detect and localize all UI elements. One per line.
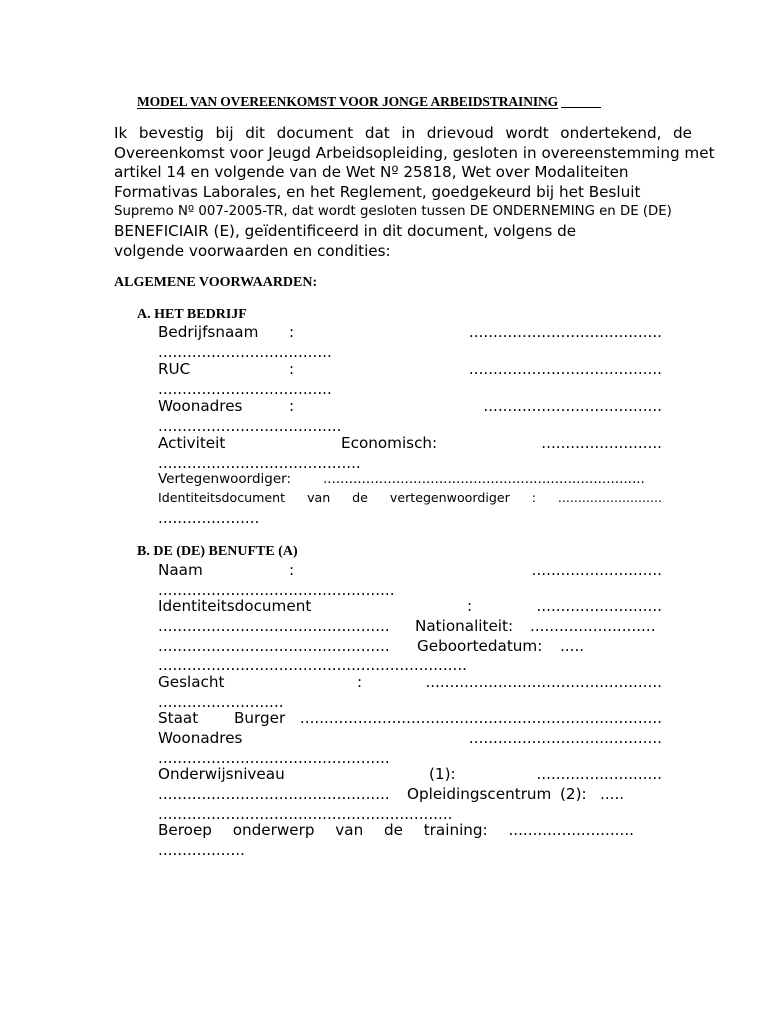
activity-dots-2[interactable]: .......................................... [158, 454, 361, 472]
education-dots-2[interactable]: ................................................ [158, 785, 390, 803]
intro-line-7: volgende voorwaarden en condities: [114, 241, 391, 260]
gender-dots[interactable]: ................................................. [425, 673, 662, 691]
nationality-label: Nationaliteit: [415, 617, 514, 635]
rep-id-word-2: van [307, 490, 331, 505]
birthdate-label: Geboortedatum: [417, 637, 543, 655]
training-center-dots[interactable]: ..... [600, 785, 625, 803]
nationality-dots[interactable]: .......................... [530, 617, 656, 635]
intro-line-6: BENEFICIAIR (E), geïdentificeerd in dit document, volgens de [114, 221, 577, 240]
rep-id-word-3: de [352, 490, 368, 505]
address-dots-2[interactable]: ...................................... [158, 417, 342, 435]
title-underline-trail [561, 106, 601, 108]
ruc-dots[interactable]: ........................................ [468, 360, 662, 378]
gender-dots-2[interactable]: .......................... [158, 693, 284, 711]
general-conditions-heading: ALGEMENE VOORWAARDEN: [114, 275, 318, 290]
address-label: Woonadres [158, 397, 243, 415]
address-field [158, 396, 662, 416]
ruc-field [158, 359, 662, 379]
intro-line-2: Overeenkomst voor Jeugd Arbeidsopleiding, gesloten in overeenstemming met [114, 143, 715, 162]
id-doc-field [158, 596, 662, 616]
occupation-word-1: Beroep [158, 821, 212, 839]
rep-id-word-1: Identiteitsdocument [158, 490, 286, 505]
ruc-dots-2[interactable]: .................................... [158, 380, 332, 398]
intro-line-4: Formativas Laborales, en het Reglement, goedgekeurd bij het Besluit [114, 182, 641, 201]
b-address-dots[interactable]: ........................................ [468, 729, 662, 747]
rep-id-dots[interactable]: .......................... [557, 490, 662, 505]
representative-id-field [158, 488, 662, 508]
company-name-label: Bedrijfsnaam [158, 323, 259, 341]
colon: : [289, 397, 295, 415]
education-field [158, 764, 662, 784]
rep-id-word-4: vertegenwoordiger [389, 490, 510, 505]
intro-line-5: Supremo Nº 007-2005-TR, dat wordt gesloten tussen DE ONDERNEMING en DE (DE) [114, 204, 672, 220]
id-doc-label: Identiteitsdocument [158, 597, 312, 615]
birthdate-dots-2[interactable]: ................................................................ [158, 656, 467, 674]
colon: : [531, 490, 536, 505]
document-title [137, 94, 601, 110]
b-address-dots-2[interactable]: ................................................ [158, 749, 390, 767]
training-center-dots-2[interactable]: ............................................................. [158, 805, 453, 823]
representative-field [158, 469, 670, 489]
nationality-row [158, 616, 662, 636]
civil-status-dots[interactable]: ........................................................................... [299, 709, 662, 727]
intro-line-1: Ik bevestig bij dit document dat in drievoud wordt ondertekend, de [114, 124, 692, 142]
colon: : [357, 673, 363, 691]
occupation-word-2: onderwerp [232, 821, 315, 839]
education-label: Onderwijsniveau [158, 765, 285, 783]
company-name-field [158, 322, 662, 342]
company-name-dots[interactable]: ........................................ [468, 323, 662, 341]
gender-label: Geslacht [158, 673, 225, 691]
occupation-word-4: de [383, 821, 403, 839]
b-address-label: Woonadres [158, 729, 243, 747]
address-dots[interactable]: ..................................... [483, 397, 662, 415]
activity-label: Activiteit [158, 434, 226, 452]
b-address-field [158, 728, 662, 748]
occupation-word-3: van [335, 821, 364, 839]
occupation-field [158, 820, 634, 840]
training-center-label: Opleidingscentrum [407, 785, 552, 803]
id-doc-dots[interactable]: .......................... [536, 597, 662, 615]
training-center-row [158, 784, 662, 804]
rep-id-dots-2[interactable]: ..................... [158, 509, 260, 527]
company-name-dots-2[interactable]: .................................... [158, 343, 332, 361]
occupation-continuation [158, 840, 662, 860]
civil-status-field [158, 708, 662, 728]
occupation-dots[interactable]: .......................... [508, 821, 634, 839]
activity-dots[interactable]: ......................... [541, 434, 662, 452]
training-center-number: (2): [560, 785, 587, 803]
title-text: MODEL VAN OVEREENKOMST VOOR JONGE ARBEIDSTRAINING [137, 94, 559, 109]
education-dots[interactable]: .......................... [536, 765, 662, 783]
name-dots[interactable]: ........................... [531, 561, 662, 579]
section-b-heading: B. DE (DE) BENUFTE (A) [137, 544, 298, 559]
colon: : [467, 597, 473, 615]
ruc-label: RUC [158, 360, 191, 378]
gender-field [158, 672, 662, 692]
representative-dots[interactable]: ........................................................................... [323, 471, 645, 487]
name-label: Naam [158, 561, 203, 579]
intro-line-3: artikel 14 en volgende van de Wet Nº 25818, Wet over Modaliteiten [114, 163, 629, 182]
name-dots-2[interactable]: ................................................. [158, 581, 395, 599]
colon: : [289, 360, 295, 378]
activity-field [158, 433, 662, 453]
civil-word-2: Burger [234, 709, 286, 727]
name-field [158, 560, 662, 580]
representative-id-continuation [158, 508, 662, 528]
colon: : [289, 561, 295, 579]
birthdate-dots[interactable]: ..... [560, 637, 585, 655]
birthdate-row [158, 636, 662, 656]
intro-paragraph [114, 124, 715, 261]
occupation-word-5: training: [423, 821, 488, 839]
occupation-dots-2[interactable]: .................. [158, 841, 245, 859]
civil-word-1: Staat [158, 709, 199, 727]
colon: : [289, 323, 295, 341]
nationality-dots-2[interactable]: ................................................ [158, 637, 390, 655]
id-doc-dots-2[interactable]: ................................................ [158, 617, 390, 635]
representative-label: Vertegenwoordiger: [158, 471, 292, 487]
section-a-heading: A. HET BEDRIJF [137, 307, 247, 322]
education-number: (1): [429, 765, 456, 783]
economic-label: Economisch: [341, 434, 438, 452]
